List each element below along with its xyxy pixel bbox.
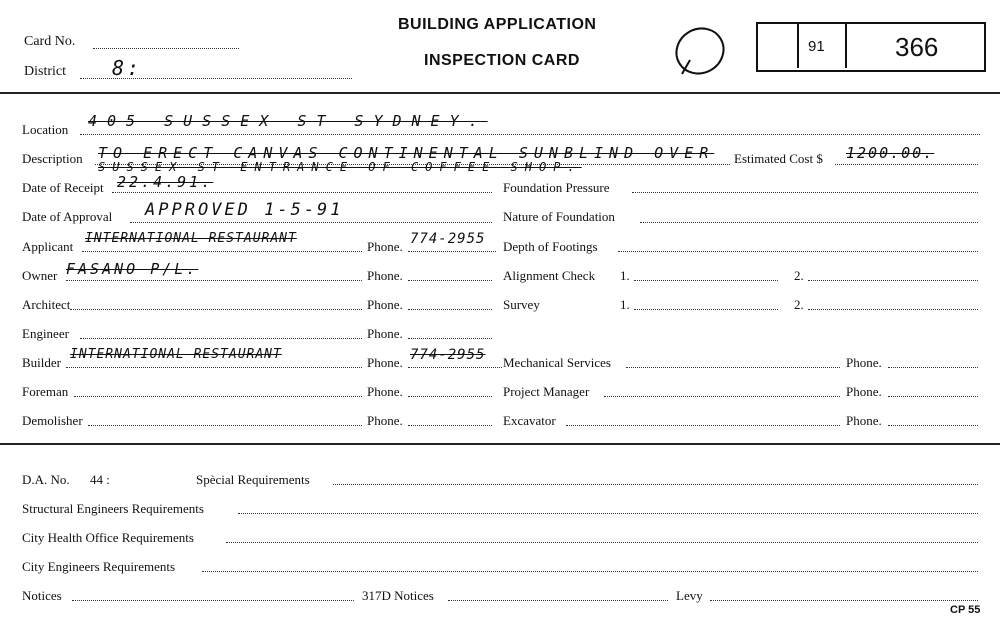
applicant-dotted-line [82,251,362,252]
card-number-large: 366 [895,32,939,62]
district-label: District [24,64,66,79]
architect-phone-dotted-line [408,309,492,310]
owner-phone-label: Phone. [367,268,403,283]
engineer-dotted-line [80,338,362,339]
description-value-line-1: TO ERECT CANVAS CONTINENTAL SUNBLIND OVER [98,144,715,162]
location-value: 405 SUSSEX ST SYDNEY. [88,112,488,130]
city-health-label: City Health Office Requirements [22,530,194,545]
da-no-label: D.A. No. [22,472,70,487]
location-dotted-line [80,134,980,135]
owner-label: Owner [22,268,58,283]
alignment-check-1-dotted-line [634,280,778,281]
city-engineers-label: City Engineers Requirements [22,559,176,574]
engineer-phone-dotted-line [408,338,492,339]
notices-label: Notices [22,588,62,603]
notices-317d-label: 317D Notices [362,588,434,603]
demolisher-phone-dotted-line [408,425,492,426]
date-of-receipt-dotted-line [112,192,492,193]
nature-of-foundation-label: Nature of Foundation [503,209,615,224]
levy-dotted-line [710,600,978,601]
alignment-check-2: 2. [794,268,804,283]
description-label: Description [22,151,83,166]
estimated-cost-label: Estimated Cost $ [734,151,823,166]
engineer-phone-label: Phone. [367,326,403,341]
notices-317d-dotted-line [448,600,668,601]
builder-phone-dotted-line [408,367,502,368]
levy-label: Levy [676,588,703,603]
survey-2: 2. [794,297,804,312]
mechanical-services-dotted-line [626,367,840,368]
structural-engineers-dotted-line [238,513,978,514]
location-label: Location [22,122,69,137]
district-value: 8: [112,56,143,80]
mechanical-services-phone-label: Phone. [846,355,882,370]
survey-label: Survey [503,297,540,312]
estimated-cost-value: 1200.00. [846,144,935,162]
foundation-pressure-label: Foundation Pressure [503,180,610,195]
survey-2-dotted-line [808,309,978,310]
applicant-phone-label: Phone. [367,239,403,254]
excavator-dotted-line [566,425,840,426]
excavator-label: Excavator [503,413,556,428]
city-engineers-dotted-line [202,571,978,572]
date-of-approval-label: Date of Approval [22,209,113,224]
header-divider [0,92,1000,94]
engineer-label: Engineer [22,326,69,341]
architect-dotted-line [70,309,362,310]
date-of-receipt-value: 22.4.91. [117,173,214,191]
foreman-phone-dotted-line [408,396,492,397]
card-no-label: Card No. [24,34,76,49]
special-requirements-dotted-line [333,484,978,485]
estimated-cost-dotted-line [835,164,978,165]
builder-phone-value: 774-2955 [410,347,486,363]
architect-phone-label: Phone. [367,297,403,312]
demolisher-dotted-line [88,425,362,426]
da-no-value: 44 : [90,472,110,487]
builder-label: Builder [22,355,61,370]
nature-of-foundation-dotted-line [640,222,978,223]
demolisher-label: Demolisher [22,413,83,428]
circled-mark-icon [668,22,732,80]
architect-label: Architect [22,297,71,312]
owner-dotted-line [66,280,362,281]
description-value-line-2: SUSSEX ST ENTRANCE OF COFFEE SHOP. [98,160,582,174]
foreman-label: Foreman [22,384,69,399]
applicant-label: Applicant [22,239,74,254]
date-of-receipt-label: Date of Receipt [22,180,104,195]
applicant-phone-dotted-line [408,251,496,252]
foreman-phone-label: Phone. [367,384,403,399]
builder-dotted-line [66,367,362,368]
depth-of-footings-dotted-line [618,251,978,252]
applicant-phone-value: 774-2955 [410,231,486,247]
owner-value: FASANO P/L. [66,260,199,278]
notices-dotted-line [72,600,354,601]
project-manager-dotted-line [604,396,840,397]
project-manager-phone-label: Phone. [846,384,882,399]
owner-phone-dotted-line [408,280,492,281]
title-line-1: BUILDING APPLICATION [398,16,597,33]
card-number-small: 91 [808,38,825,55]
foreman-dotted-line [74,396,362,397]
excavator-phone-dotted-line [888,425,978,426]
card-number-divider [845,24,847,68]
city-health-dotted-line [226,542,978,543]
builder-value: INTERNATIONAL RESTAURANT [70,347,282,362]
demolisher-phone-label: Phone. [367,413,403,428]
alignment-check-label: Alignment Check [503,268,596,283]
special-requirements-label: Spècial Requirements [196,472,310,487]
title-line-2: INSPECTION CARD [424,52,580,69]
mechanical-services-label: Mechanical Services [503,355,611,370]
applicant-value: INTERNATIONAL RESTAURANT [85,231,297,246]
alignment-check-1: 1. [620,268,630,283]
card-number-divider [797,24,799,68]
builder-phone-label: Phone. [367,355,403,370]
structural-engineers-label: Structural Engineers Requirements [22,501,204,516]
card-number-box [756,22,986,72]
form-code: CP 55 [950,604,981,616]
date-of-approval-value: APPROVED 1-5-91 [145,200,344,220]
survey-1-dotted-line [634,309,778,310]
alignment-check-2-dotted-line [808,280,978,281]
survey-1: 1. [620,297,630,312]
foundation-pressure-dotted-line [632,192,978,193]
project-manager-label: Project Manager [503,384,590,399]
date-of-approval-dotted-line [130,222,492,223]
excavator-phone-label: Phone. [846,413,882,428]
section-divider [0,443,1000,445]
project-manager-phone-dotted-line [888,396,978,397]
mechanical-services-phone-dotted-line [888,367,978,368]
depth-of-footings-label: Depth of Footings [503,239,598,254]
card-no-dotted-line [93,48,239,49]
